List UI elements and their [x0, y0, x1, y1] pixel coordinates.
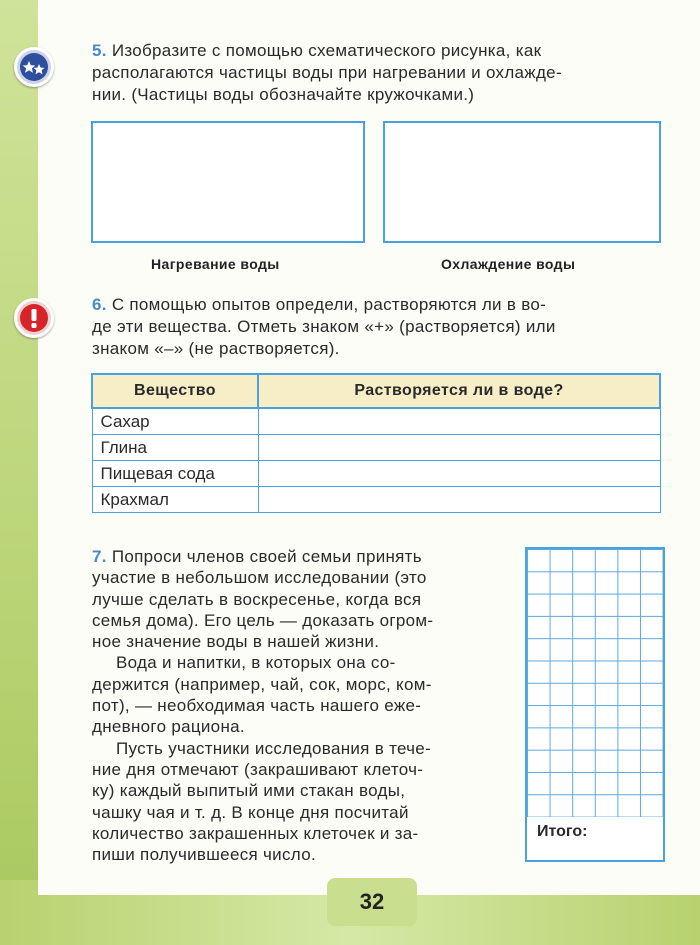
table-row: [92, 487, 660, 513]
task5-line: нии. (Частицы воды обозначайте кружочками.): [92, 85, 475, 104]
task6-line: де эти вещества. Отметь знаком «+» (растворяется) или: [92, 317, 556, 336]
task7-line: Пусть участники исследования в тече-: [116, 738, 432, 758]
task7-line: пиши получившееся число.: [92, 845, 316, 865]
task7-line: Попроси членов своей семьи принять: [111, 547, 422, 566]
task7-line: количество закрашенных клеточек и за-: [92, 823, 419, 843]
table-row: [92, 461, 660, 487]
column-header-dissolves: Растворяется ли в воде?: [258, 374, 660, 408]
table-row: [92, 408, 660, 435]
task6-text: [92, 294, 658, 360]
task7-line: Вода и напитки, в которых она со-: [116, 653, 396, 673]
table-header-row: [92, 374, 660, 408]
task7-line: чашку чая и т. д. В конце дня посчитай: [92, 802, 409, 822]
substance-name: Крахмал: [92, 487, 258, 513]
task7-line: дневного рациона.: [92, 717, 245, 737]
task7-line: лучше сделать в воскресенье, когда вся: [92, 589, 422, 609]
task5-line: располагаются частицы воды при нагревании и охлажде-: [92, 63, 562, 82]
substance-name: Глина: [92, 435, 258, 461]
substance-name: Сахар: [92, 408, 258, 435]
answer-cell[interactable]: [258, 435, 660, 461]
tally-grid-box: [525, 547, 665, 862]
task7-line: ку) каждый выпитый ими стакан воды,: [92, 781, 406, 801]
heating-caption: Нагревание воды: [151, 256, 280, 272]
table-row: [92, 435, 660, 461]
column-header-substance: Вещество: [92, 374, 258, 408]
substances-table: [91, 373, 661, 513]
task7-line: участие в небольшом исследовании (это: [92, 568, 427, 588]
answer-cell[interactable]: [258, 487, 660, 513]
exclamation-badge-icon: [14, 298, 54, 338]
task5-text: [92, 40, 658, 106]
cooling-drawing-box[interactable]: [383, 121, 661, 243]
task6-line: С помощью опытов определи, растворяются ли в во-: [111, 295, 547, 314]
answer-cell[interactable]: [258, 461, 660, 487]
task7-text: [92, 546, 504, 865]
task7-number: 7.: [92, 547, 107, 566]
task5-number: 5.: [92, 41, 107, 60]
cooling-caption: Охлаждение воды: [441, 256, 576, 272]
task6-line: знаком «–» (не растворяется).: [92, 339, 340, 358]
substance-name: Пищевая сода: [92, 461, 258, 487]
total-label: Итого:: [537, 823, 588, 840]
task6-number: 6.: [92, 295, 107, 314]
task7-line: пот), — необходимая часть нашего еже-: [92, 696, 422, 716]
task7-line: держится (например, чай, сок, морс, ком-: [92, 674, 432, 694]
task5-line: Изобразите с помощью схематического рисунка, как: [111, 41, 542, 60]
heating-drawing-box[interactable]: [91, 121, 365, 243]
task7-line: семья дома). Его цель — доказать огром-: [92, 610, 434, 630]
page-number: 32: [327, 878, 417, 926]
task7-line: ние дня отмечают (закрашивают клеточ-: [92, 759, 424, 779]
left-margin-strip: [0, 0, 40, 945]
tally-grid[interactable]: [527, 549, 663, 817]
answer-cell[interactable]: [258, 408, 660, 435]
star-badge-icon: [14, 47, 54, 87]
task7-line: ное значение воды в нашей жизни.: [92, 632, 380, 652]
